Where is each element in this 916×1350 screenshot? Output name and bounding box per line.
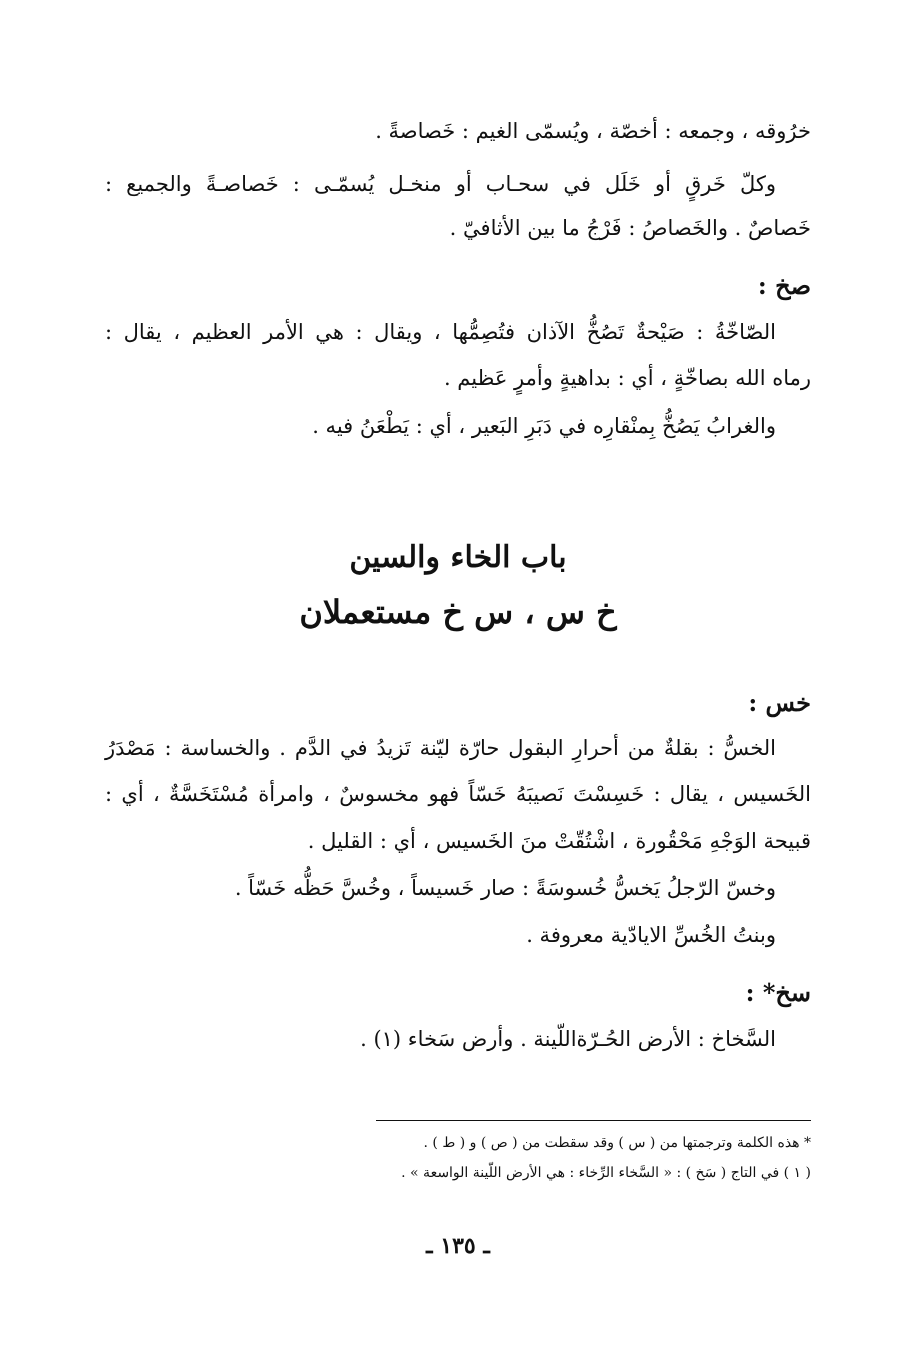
entry-heading-sakh: صخ : <box>757 271 811 300</box>
chapter-subtitle: خ س ، س خ مستعملان <box>299 593 617 631</box>
text-line: رماه الله بصاخّةٍ ، أي : بداهيةٍ وأمرٍ عَظيم . <box>443 366 811 390</box>
text-line: الصّاخّةُ : صَيْحةٌ تَصُخُّ الآذان فتُصِمُّها ، ويقال : هي الأمر العظيم ، يقال : <box>105 320 776 344</box>
entry-heading-khas: خس : <box>748 688 811 717</box>
chapter-title: باب الخاء والسين <box>349 540 567 575</box>
page-number: ـ ١٣٥ ـ <box>426 1233 490 1259</box>
text-line: الخَسيس ، يقال : خَسِسْتَ نَصيبَهُ خَسّاً فهو مخسوسٌ ، وامرأة مُسْتَخَسَّةٌ ، أي : <box>105 782 811 806</box>
text-line: وكلّ خَرقٍ أو خَلَل في سحـاب أو منخـل يُسمّـى : خَصاصـةً والجميع : <box>105 172 776 196</box>
text-line: الخسُّ : بقلةٌ من أحرارِ البقول حارّة ليّنة تَزيدُ في الدَّم . والخساسة : مَصْدَرُ <box>105 736 776 760</box>
footnote: * هذه الكلمة وترجمتها من ( س ) وقد سقطت من ( ص ) و ( ط ) . <box>423 1135 811 1151</box>
footnote-divider <box>376 1120 811 1121</box>
text-line: قبيحة الوَجْهِ مَحْقُورة ، اشْتُقّتْ منَ الخَسيس ، أي : القليل . <box>307 829 811 853</box>
entry-heading-sakhkh: سخ* : <box>745 978 811 1007</box>
text-line: خَصاصٌ . والخَصاصُ : فَرْجُ ما بين الأثافيّ . <box>449 216 811 240</box>
footnote: ( ١ ) في التاج ( سَخ ) : « السَّخاء الرِّخاء : هي الأرض اللّينة الواسعة » . <box>401 1165 811 1181</box>
text-line: والغرابُ يَصُخُّ بِمنْقارِه في دَبَرِ البَعير ، أي : يَطْعَنُ فيه . <box>312 414 776 438</box>
text-line: السَّخاخ : الأرض الحُـرّةاللّينة . وأرض سَخاء (١) . <box>360 1027 776 1051</box>
text-line: خرُوقه ، وجمعه : أخصّة ، ويُسمّى الغيم : خَصاصةً . <box>375 119 811 143</box>
text-line: وبنتُ الخُسِّ الايادّية معروفة . <box>526 923 776 947</box>
text-line: وخسّ الرّجلُ يَخسُّ خُسوسَةً : صار خَسيساً ، وخُسَّ حَظُّه خَسّاً . <box>234 876 776 900</box>
